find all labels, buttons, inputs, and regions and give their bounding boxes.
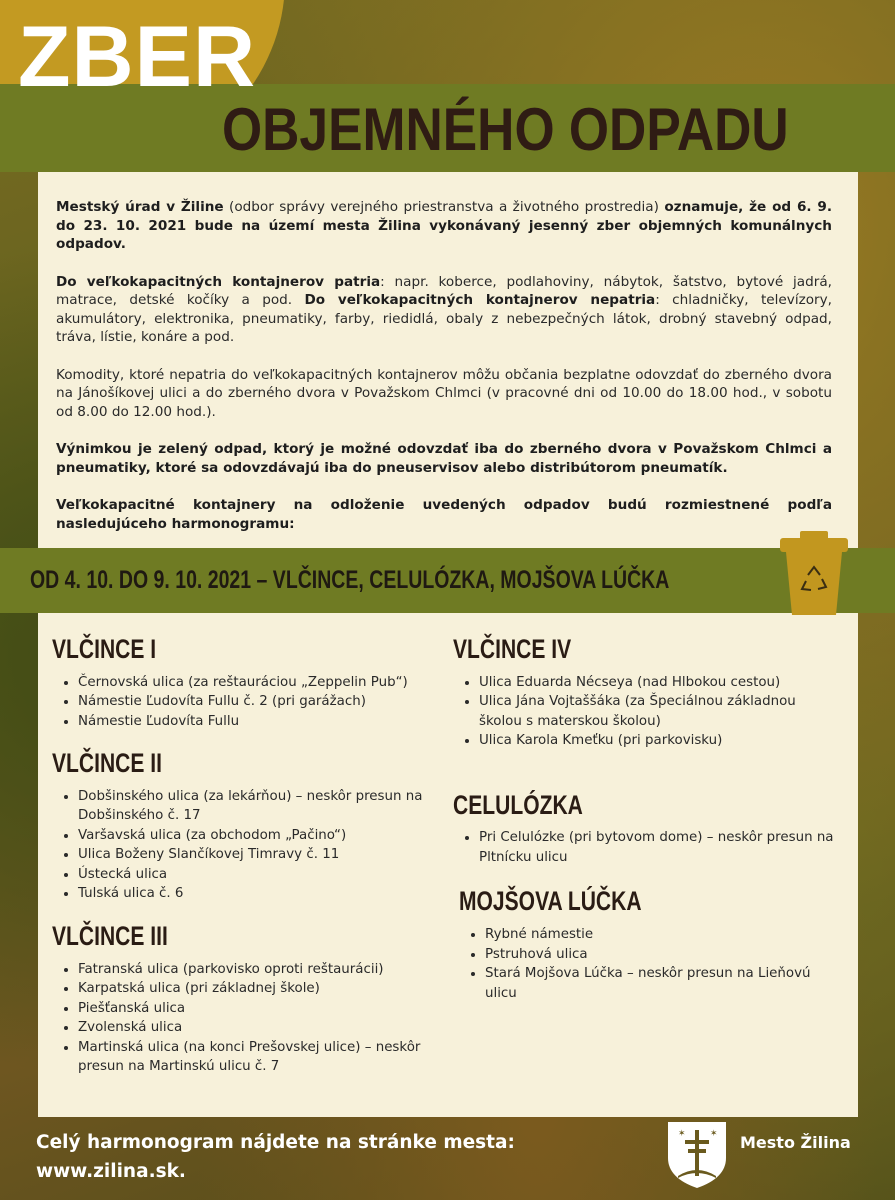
intro-p1-text1: (odbor správy verejného priestranstva a životného prostredia) bbox=[223, 199, 665, 215]
footer-website-link[interactable]: www.zilina.sk. bbox=[36, 1161, 186, 1182]
period-heading: OD 4. 10. DO 9. 10. 2021 – VLČINCE, CELULÓZKA, MOJŠOVA LÚČKA bbox=[30, 566, 670, 594]
vlcince3-title: VLČINCE III bbox=[52, 920, 168, 951]
intro-text bbox=[56, 198, 832, 552]
intro-p2-text2: : chladničky, televízory, akumulátory, elektronika, pneumatiky, farby, riedidlá, obaly z nebezpečných látok, drobný stavebný odpad, tráva, lístie, konáre a pod. bbox=[56, 292, 833, 345]
vlcince1-list bbox=[52, 673, 432, 732]
intro-p2-bold1: Do veľkokapacitných kontajnerov patria bbox=[56, 273, 381, 290]
brand-name: Mesto Žilina bbox=[740, 1133, 851, 1152]
list-item: • Karpatská ulica (pri základnej škole) bbox=[78, 979, 432, 999]
list-item: • Zvolenská ulica bbox=[78, 1018, 432, 1038]
list-item: • Černovská ulica (za reštauráciou „Zeppelin Pub“) bbox=[78, 673, 432, 693]
footer-line1: Celý harmonogram nájdete na stránke mesta: bbox=[36, 1132, 515, 1153]
vlcince4-list bbox=[453, 673, 841, 751]
list-item: • Ulica Jána Vojtaššáka (za Špeciálnou základnou školou s materskou školou) bbox=[479, 692, 841, 731]
mojsova-title: MOJŠOVA LÚČKA bbox=[459, 886, 642, 917]
list-item: • Námestie Ľudovíta Fullu č. 2 (pri garážach) bbox=[78, 692, 432, 712]
column-right bbox=[453, 635, 841, 1021]
list-item: • Pri Celulózke (pri bytovom dome) – neskôr presun na Pltnícku ulicu bbox=[479, 828, 841, 867]
recycle-bin-icon bbox=[778, 529, 850, 619]
title-line1: ZBER bbox=[18, 9, 257, 105]
svg-text:✶: ✶ bbox=[710, 1129, 718, 1139]
list-item: • Ulica Boženy Slančíkovej Timravy č. 11 bbox=[78, 845, 432, 865]
footer-text bbox=[36, 1128, 515, 1186]
title-line2: OBJEMNÉHO ODPADU bbox=[222, 96, 789, 163]
list-item: • Stará Mojšova Lúčka – neskôr presun na Lieňovú ulicu bbox=[485, 964, 841, 1003]
intro-paragraph-4 bbox=[56, 440, 832, 477]
intro-p2-text1: : napr. koberce, podlahoviny, nábytok, šatstvo, bytové jadrá, matrace, detské kočíky a pod. bbox=[56, 273, 832, 308]
intro-p2-bold2: Do veľkokapacitných kontajnerov nepatria bbox=[304, 292, 656, 308]
list-item: • Pstruhová ulica bbox=[485, 945, 841, 965]
list-item: • Rybné námestie bbox=[485, 925, 841, 945]
vlcince2-title: VLČINCE II bbox=[52, 748, 162, 779]
intro-p5-bold: Veľkokapacitné kontajnery na odloženie uvedených odpadov budú rozmiestnené podľa nasledujúceho harmonogramu: bbox=[56, 497, 832, 532]
intro-p1-bold1: Mestský úrad v Žiline bbox=[56, 199, 224, 215]
list-item: • Piešťanská ulica bbox=[78, 999, 432, 1019]
list-item: • Ulica Karola Kmeťku (pri parkovisku) bbox=[479, 731, 841, 751]
list-item: • Varšavská ulica (za obchodom „Pačino“) bbox=[78, 826, 432, 846]
intro-paragraph-5 bbox=[56, 496, 832, 533]
vlcince4-title: VLČINCE IV bbox=[453, 634, 572, 664]
list-item: • Ulica Eduarda Nécseya (nad Hlbokou cestou) bbox=[479, 673, 841, 693]
vlcince1-title: VLČINCE I bbox=[52, 634, 157, 664]
intro-paragraph-1 bbox=[56, 198, 832, 254]
celulozka-list bbox=[453, 828, 841, 867]
vlcince2-list bbox=[52, 787, 432, 904]
zilina-coat-of-arms-icon bbox=[666, 1120, 728, 1190]
svg-text:✶: ✶ bbox=[678, 1129, 686, 1139]
intro-paragraph-3: Komodity, ktoré nepatria do veľkokapacitných kontajnerov môžu občania bezplatne odovzdať do zberného dvora na Jánošíkovej ulici a do zberného dvora v Považskom Chlmci (v pracovné dni od 10.00 do 18.00 hod., v sobotu od 8.00 do 12.00 hod.). bbox=[56, 366, 832, 420]
mojsova-list bbox=[453, 925, 841, 1003]
intro-p1-bold2: oznamuje, že od 6. 9. do 23. 10. 2021 bude na území mesta Žilina vykonávaný jesenný zber objemných komunálnych odpadov. bbox=[56, 199, 833, 252]
list-item: • Martinská ulica (na konci Prešovskej ulice) – neskôr presun na Martinskú ulicu č. 7 bbox=[78, 1038, 432, 1077]
list-item: • Tulská ulica č. 6 bbox=[78, 884, 432, 904]
intro-paragraph-2 bbox=[56, 273, 832, 347]
list-item: • Ústecká ulica bbox=[78, 865, 432, 885]
list-item: • Dobšinského ulica (za lekárňou) – neskôr presun na Dobšinského č. 17 bbox=[78, 787, 432, 826]
list-item: • Fatranská ulica (parkovisko oproti reštaurácii) bbox=[78, 960, 432, 980]
column-left bbox=[52, 635, 432, 1095]
vlcince3-list bbox=[52, 960, 432, 1077]
list-item: • Námestie Ľudovíta Fullu bbox=[78, 712, 432, 732]
intro-p4-bold: Výnimkou je zelený odpad, ktorý je možné odovzdať iba do zberného dvora v Považskom Chlmci a pneumatiky, ktoré sa odovzdávajú iba do pneuservisov alebo distribútorom pneumatík. bbox=[56, 441, 832, 476]
celulozka-title: CELULÓZKA bbox=[453, 789, 583, 820]
